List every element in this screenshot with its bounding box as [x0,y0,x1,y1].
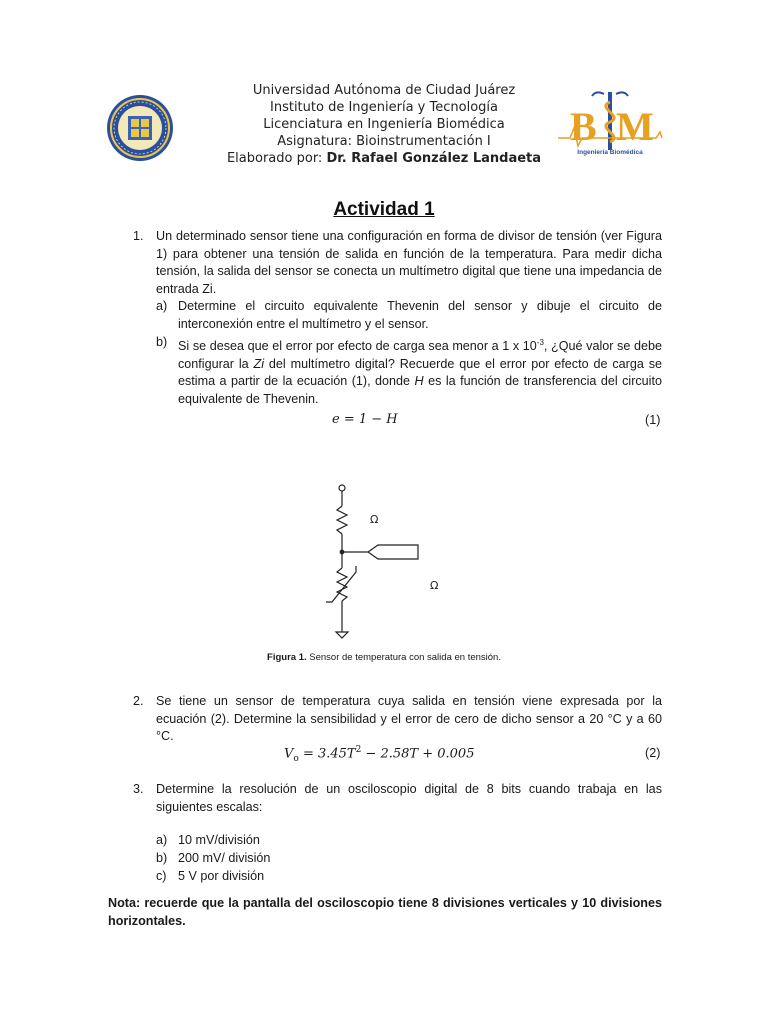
equation-1: e = 1 − H [332,412,398,427]
equation-2-lhs: V [284,746,294,762]
question-1-text: Un determinado sensor tiene una configuración en forma de divisor de tensión (ver Figura 1) para obtener una tensión de salida en función de la temperatura. Para medir dicha tensión, la salida del sensor se conecta un multímetro digital que tiene una impedancia de entrada Zi. [156,229,662,296]
supply-terminal [339,485,345,491]
question-1b-exponent: -3 [536,338,544,347]
author-name: Dr. Rafael González Landaeta [326,151,542,166]
header-line-program: Licenciatura en Ingeniería Biomédica [263,117,505,132]
question-1b-text-part: es la función de transferencia del circuito equivalente de Thevenin. [178,374,662,406]
header-line-university: Universidad Autónoma de Ciudad Juárez [252,83,516,98]
figure-caption-label: Figura 1. [267,652,307,663]
university-seal-logo [106,94,174,162]
question-3-text: Determine la resolución de un osciloscopio digital de 8 bits cuando trabaja en las siguientes escalas: [156,782,662,814]
question-1-number: 1. [133,229,144,243]
question-1a-label: a) [156,299,168,313]
output-terminal [368,545,418,559]
question-2-number: 2. [133,694,144,708]
question-3-option-text: 200 mV/ división [178,851,271,865]
circuit-diagram [318,482,458,644]
note-paragraph: Nota: recuerde que la pantalla del osciloscopio tiene 8 divisiones verticales y 10 divisiones horizontales. [108,896,662,928]
question-3-option-label: b) [156,851,168,865]
equation-2 [284,745,474,764]
question-3-option-label: a) [156,833,168,847]
question-3-option-label: c) [156,869,167,883]
equation-1-number: (1) [645,413,661,427]
question-1b-text-part: del multímetro digital? Recuerde que el error por efecto de carga se estima a partir de la ecuación (1), donde [178,356,662,389]
header-line-course: Asignatura: Bioinstrumentación I [277,134,491,149]
fixed-resistor [337,506,347,534]
equation-2-subscript: o [293,753,299,764]
zi-symbol: Zi [253,356,265,371]
h-symbol: H [414,374,424,389]
document-header [200,82,568,167]
svg-text:M: M [616,104,654,149]
question-2-text: Se tiene un sensor de temperatura cuya salida en tensión viene expresada por la ecuación (2). Determine la sensibilidad y el error de cero de dicho sensor a 20 °C y a 60 °C. [156,694,662,744]
logo-right-caption: Ingeniería Biomédica [577,149,643,156]
question-3-option-text: 5 V por división [178,869,265,883]
question-3-option-text: 10 mV/división [178,833,260,847]
question-1a-text: Determine el circuito equivalente Thevenin del sensor y dibuje el circuito de interconexión entre el multímetro y el sensor. [178,299,662,331]
biomedical-engineering-logo [556,88,664,166]
header-line-institute: Instituto de Ingeniería y Tecnología [270,100,498,115]
equation-2-number: (2) [645,746,661,760]
figure-caption-text: Sensor de temperatura con salida en tensión. [306,652,501,663]
svg-text:B: B [570,104,597,149]
equation-2-part: − 2.58T + 0.005 [361,746,475,762]
figure-caption [0,652,768,663]
omega-label-r1: Ω [370,513,379,526]
equation-2-part: = 3.45T [298,746,356,762]
ground-symbol [336,632,348,638]
question-1b-label: b) [156,335,168,349]
author-prefix: Elaborado por: [226,151,327,166]
page-title: Actividad 1 [333,199,435,220]
question-1b-text-part: , ¿Qué valor se debe configurar la [178,339,662,371]
question-1b-text [178,334,662,409]
question-1b-text-part: Si se desea que el error por efecto de carga sea menor a 1 x 10 [178,339,537,354]
header-line-author [200,150,568,167]
question-3-number: 3. [133,782,144,796]
equation-2-exponent: 2 [355,745,362,755]
omega-label-r2: Ω [430,579,439,592]
